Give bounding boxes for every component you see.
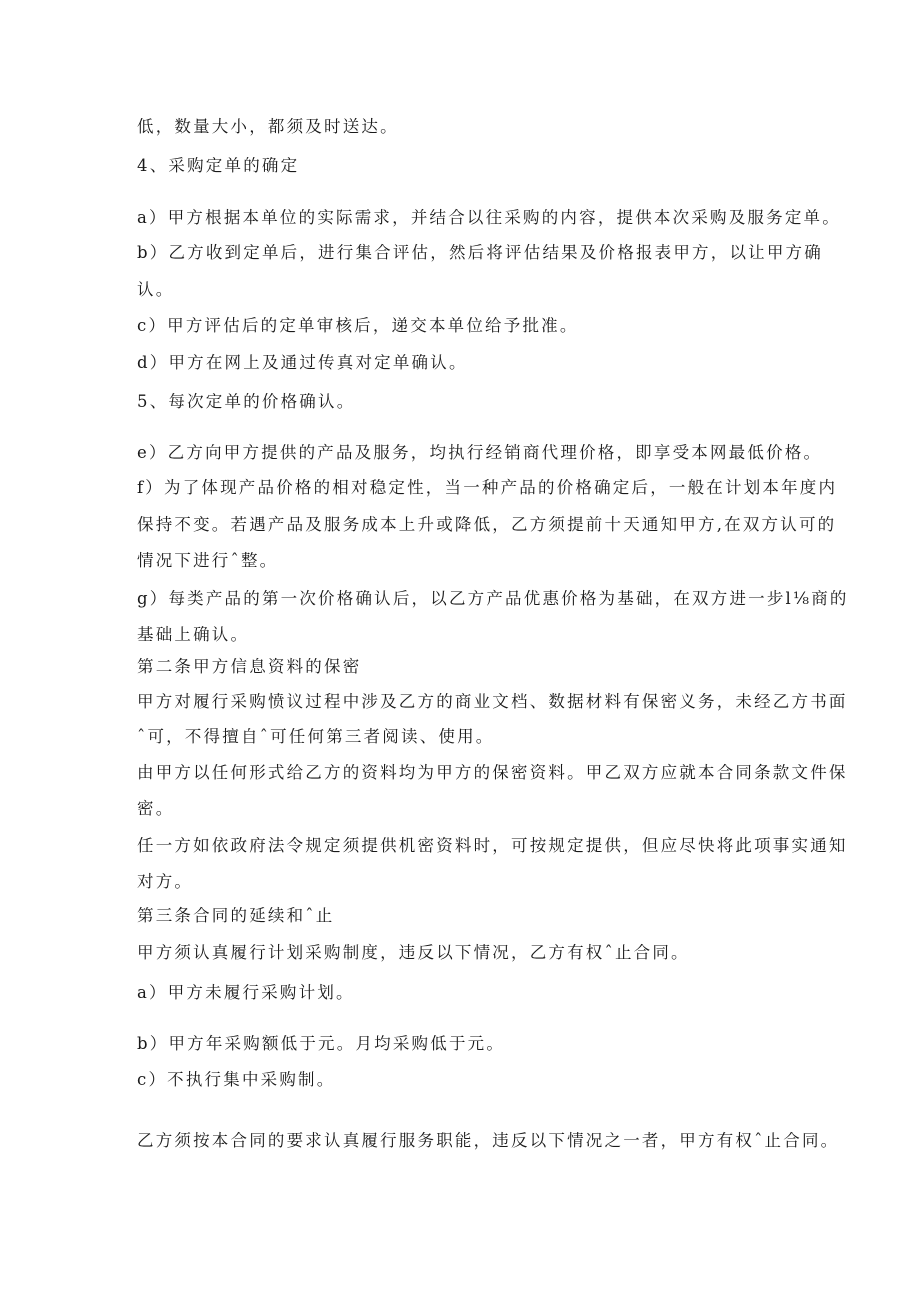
section-heading: 5、每次定单的价格确认。: [137, 392, 356, 411]
section-heading: 4、采购定单的确定: [137, 156, 300, 175]
text-line: 由甲方以任何形式给乙方的资料均为甲方的保密资料。甲乙双方应就本合同条款文件保: [137, 763, 848, 782]
text-line: 低，数量大小，都须及时送达。: [137, 117, 399, 136]
text-line: a）甲方未履行采购计划。: [137, 983, 355, 1002]
article-heading: 第二条甲方信息资料的保密: [137, 657, 362, 676]
text-line: 情况下进行ˆ整。: [137, 551, 279, 570]
text-line: 任一方如依政府法令规定须提供机密资料时，可按规定提供，但应尽快将此项事实通知: [137, 836, 848, 855]
text-line: e）乙方向甲方提供的产品及服务，均执行经销商代理价格，即享受本网最低价格。: [137, 443, 823, 462]
text-line: f）为了体现产品价格的相对稳定性，当一种产品的价格确定后，一般在计划本年度内: [137, 478, 838, 497]
text-line: 对方。: [137, 872, 194, 891]
text-line: 甲方对履行采购愤议过程中涉及乙方的商业文档、数据材料有保密义务，未经乙方书面: [137, 692, 848, 711]
text-line: b）乙方收到定单后，进行集合评估，然后将评估结果及价格报表甲方，以让甲方确: [137, 243, 823, 262]
text-line: 甲方须认真履行计划采购制度，违反以下情况，乙方有权ˆ止合同。: [137, 943, 690, 962]
text-line: 保持不变。若遇产品及服务成本上升或降低，乙方须提前十天通知甲方,在双方认可的: [137, 515, 837, 534]
text-line: 密。: [137, 799, 175, 818]
text-line: b）甲方年采购额低于元。月均采购低于元。: [137, 1034, 506, 1053]
text-line: 基础上确认。: [137, 625, 250, 644]
text-line: d）甲方在网上及通过传真对定单确认。: [137, 353, 468, 372]
text-line: c）甲方评估后的定单审核后，递交本单位给予批准。: [137, 316, 579, 335]
text-line: ˆ可，不得擅自ˆ可任何第三者阅读、使用。: [137, 727, 495, 746]
text-line: 认。: [137, 280, 175, 299]
text-line: g）每类产品的第一次价格确认后，以乙方产品优惠价格为基础，在双方进一步l⅛商的: [137, 589, 849, 608]
text-line: a）甲方根据本单位的实际需求，并结合以往采购的内容，提供本次采购及服务定单。: [137, 208, 841, 227]
text-line: 乙方须按本合同的要求认真履行服务职能，违反以下情况之一者，甲方有权ˆ止合同。: [137, 1131, 840, 1150]
article-heading: 第三条合同的延续和ˆ止: [137, 906, 335, 925]
text-line: c）不执行集中采购制。: [137, 1070, 336, 1089]
